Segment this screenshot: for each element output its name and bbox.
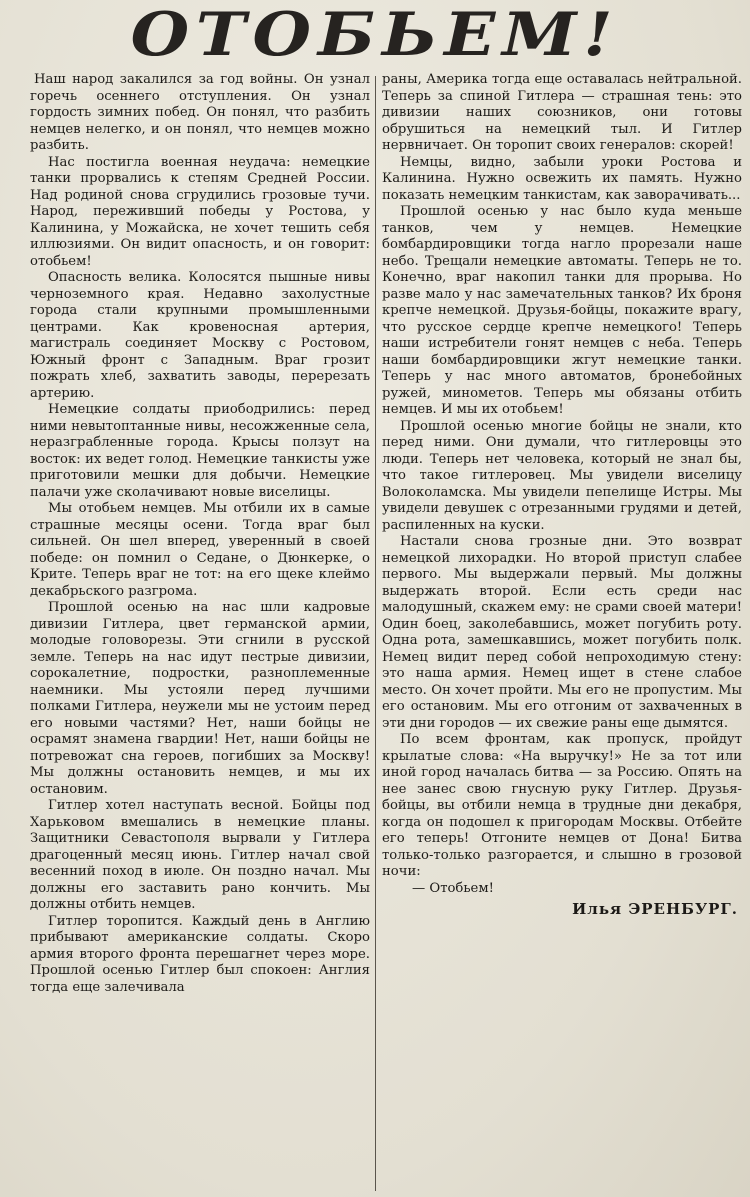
paragraph: Наш народ закалился за год войны. Он узнал горечь осеннего отступления. Он узнал гордость зимних побед. Он понял, что разбить немцев нелегко, и он понял, что немцев можно разбить. bbox=[30, 72, 370, 153]
paragraph: Опасность велика. Колосятся пышные нивы черноземного края. Недавно захолустные города стали крупными промышленными центрами. Как кровеносная артерия, магистраль соединяет Москву с Ростовом, Южный фронт с Западным. Враг грозит пожрать хлеб, захватить заводы, перерезать артерию. bbox=[30, 270, 370, 401]
left-column bbox=[30, 72, 370, 1192]
paragraph: Прошлой осенью у нас было куда меньше танков, чем у немцев. Немецкие бомбардировщики тогда нагло прорезали наше небо. Трещали немецкие автоматы. Теперь не то. Конечно, враг накопил танки для прорыва. Но разве мало у нас замечательных танков? Их броня крепче немецкой. Друзья-бойцы, покажите врагу, что русское сердце крепче немецкого! Теперь наши истребители гонят немцев с неба. Теперь наши бомбардировщики жгут немецкие танки. Теперь у нас много автоматов, бронебойных ружей, минометов. Теперь мы обязаны отбить немцев. И мы их отобьем! bbox=[382, 204, 742, 417]
paragraph: Немцы, видно, забыли уроки Ростова и Калинина. Нужно освежить их память. Нужно показать немецким танкистам, как заворачивать... bbox=[382, 154, 742, 203]
article-body bbox=[30, 72, 750, 1192]
paragraph: раны, Америка тогда еще оставалась нейтральной. Теперь за спиной Гитлера — страшная тень: это дивизии наших союзников, они готовы обрушиться на немецкий тыл. И Гитлер нервничает. Он торопит своих генералов: скорей! bbox=[382, 72, 742, 153]
paragraph: Гитлер хотел наступать весной. Бойцы под Харьковом вмешались в немецкие планы. Защитники Севастополя вырвали у Гитлера драгоценный месяц июнь. Гитлер начал свой весенний поход в июле. Он поздно начал. Мы должны его заставить рано кончить. Мы должны отбить немцев. bbox=[30, 798, 370, 912]
paragraph: Нас постигла военная неудача: немецкие танки прорвались к степям Средней России. Над родиной снова сгрудились грозовые тучи. Народ, переживший победы у Ростова, у Калинина, у Можайска, не хочет тешить себя иллюзиями. Он видит опасность, и он говорит: отобьем! bbox=[30, 154, 370, 269]
author-signature: Илья ЭРЕНБУРГ. bbox=[572, 900, 738, 918]
headline: ОТОБЬЕМ! bbox=[130, 0, 620, 70]
paragraph: Прошлой осенью многие бойцы не знали, кто перед ними. Они думали, что гитлеровцы это люди. Теперь нет человека, который не знал бы, что такое гитлеровец. Мы увидели виселицу Волоколамска. Мы увидели пепелище Истры. Мы увидели девушек с отрезанными грудями и детей, распиленных на куски. bbox=[382, 418, 742, 533]
paragraph: Гитлер торопится. Каждый день в Англию прибывают американские солдаты. Скоро армия второго фронта перешагнет через море. Прошлой осенью Гитлер был спокоен: Англия тогда еще залечивала bbox=[30, 913, 370, 995]
paragraph: Мы отобьем немцев. Мы отбили их в самые страшные месяцы осени. Тогда враг был сильней. Он шел вперед, уверенный в своей победе: он помнил о Седане, о Дюнкерке, о Крите. Теперь враг не тот: на его щеке клеймо декабрьского разгрома. bbox=[30, 501, 370, 599]
paragraph: Немецкие солдаты приободрились: перед ними невытоптанные нивы, несожженные села, неразграбленные города. Крысы ползут на восток: их ведет голод. Немецкие танкисты уже приготовили мешки для добычи. Немецкие палачи уже сколачивают новые виселицы. bbox=[30, 402, 370, 500]
paragraph: По всем фронтам, как пропуск, пройдут крылатые слова: «На выручку!» Не за тот или иной город началась битва — за Россию. Опять на нее занес свою гнусную руку Гитлер. Друзья-бойцы, вы отбили немца в трудные дни декабря, когда он подошел к пригородам Москвы. Отбейте его теперь! Отгоните немцев от Дона! Битва только-только разгорается, и слышно в грозовой ночи: bbox=[382, 732, 742, 879]
right-column bbox=[382, 72, 742, 1192]
paragraph: Настали снова грозные дни. Это возврат немецкой лихорадки. Но второй приступ слабее первого. Мы выдержали первый. Мы должны выдержать второй. Если есть среди нас малодушный, скажем ему: не срами своей матери! Один боец, заколебавшись, может погубить роту. Одна рота, замешкавшись, может погубить полк. Немец видит перед собой непроходимую стену: это наша армия. Немец ищет в стене слабое место. Он хочет пройти. Мы его не пропустим. Мы его остановим. Мы его отгоним от захваченных в эти дни городов — их свежие раны еще дымятся. bbox=[382, 534, 742, 731]
paragraph: Прошлой осенью на нас шли кадровые дивизии Гитлера, цвет германской армии, молодые головорезы. Эти сгнили в русской земле. Теперь на нас идут пестрые дивизии, сорокалетние, подростки, разноплеменные наемники. Мы устояли перед лучшими полками Гитлера, неужели мы не устоим перед его новыми частями? Нет, наши бойцы не осрамят знамена гвардии! Нет, наши бойцы не потревожат сна героев, погибших за Москву! Мы должны остановить немцев, и мы их остановим. bbox=[30, 600, 370, 797]
closing-line: — Отобьем! bbox=[412, 880, 494, 896]
